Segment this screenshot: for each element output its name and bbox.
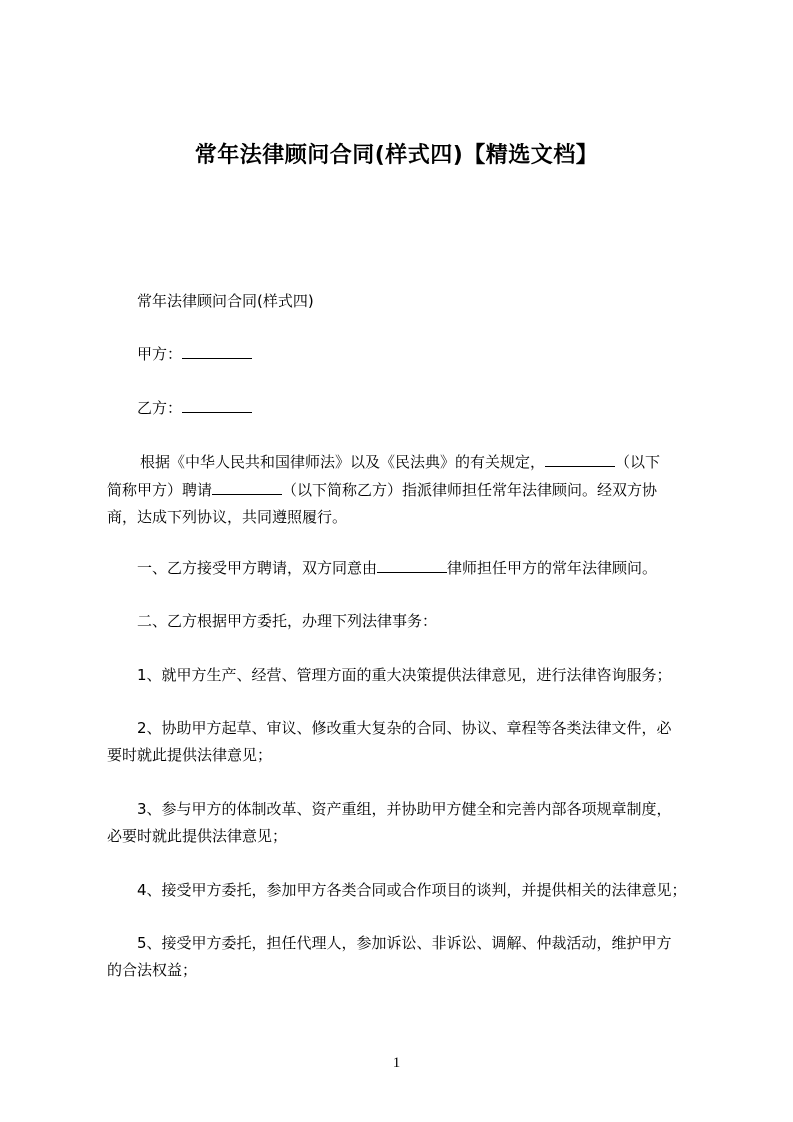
party-b-blank xyxy=(182,396,252,413)
page-number: 1 xyxy=(392,1055,401,1071)
intro-text-2b: （以下简称乙方）指派律师担任常年法律顾问。经双方协 xyxy=(282,481,658,499)
clause-one xyxy=(137,555,657,581)
item-5-line-2: 的合法权益； xyxy=(107,961,198,979)
intro-line-3: 商，达成下列协议，共同遵照履行。 xyxy=(107,508,348,526)
contract-subtitle: 常年法律顾问合同(样式四) xyxy=(137,292,314,310)
intro-text-1a: 根据《中华人民共和国律师法》以及《民法典》的有关规定， xyxy=(140,453,546,471)
party-a-blank xyxy=(182,342,252,359)
item-3-line-2: 必要时就此提供法律意见； xyxy=(107,827,288,845)
party-a-line xyxy=(137,341,252,367)
item-2-line-1: 2、协助甲方起草、审议、修改重大复杂的合同、协议、章程等各类法律文件，必 xyxy=(137,719,672,737)
item-5-line-1: 5、接受甲方委托，担任代理人，参加诉讼、非诉讼、调解、仲裁活动，维护甲方 xyxy=(137,934,672,952)
clause-two: 二、乙方根据甲方委托，办理下列法律事务： xyxy=(137,612,438,630)
clause-one-text-b: 律师担任甲方的常年法律顾问。 xyxy=(447,559,658,577)
intro-line-2 xyxy=(107,477,657,503)
intro-text-2a: 简称甲方）聘请 xyxy=(107,481,213,499)
item-3-line-1: 3、参与甲方的体制改革、资产重组，并协助甲方健全和完善内部各项规章制度， xyxy=(137,800,672,818)
item-2-line-2: 要时就此提供法律意见； xyxy=(107,746,273,764)
party-a-label: 甲方： xyxy=(137,345,183,363)
clause-one-text-a: 一、乙方接受甲方聘请，双方同意由 xyxy=(137,559,378,577)
item-1: 1、就甲方生产、经营、管理方面的重大决策提供法律意见，进行法律咨询服务； xyxy=(137,666,672,684)
party-a-name-blank xyxy=(545,450,615,467)
party-b-label: 乙方： xyxy=(137,399,183,417)
party-b-line xyxy=(137,395,252,421)
intro-text-1b: （以下 xyxy=(615,453,661,471)
document-title: 常年法律顾问合同(样式四)【精选文档】 xyxy=(194,143,599,168)
party-b-name-blank xyxy=(212,478,282,495)
lawyer-name-blank xyxy=(377,556,447,573)
item-4: 4、接受甲方委托，参加甲方各类合同或合作项目的谈判，并提供相关的法律意见； xyxy=(137,881,687,899)
intro-line-1 xyxy=(140,449,660,475)
